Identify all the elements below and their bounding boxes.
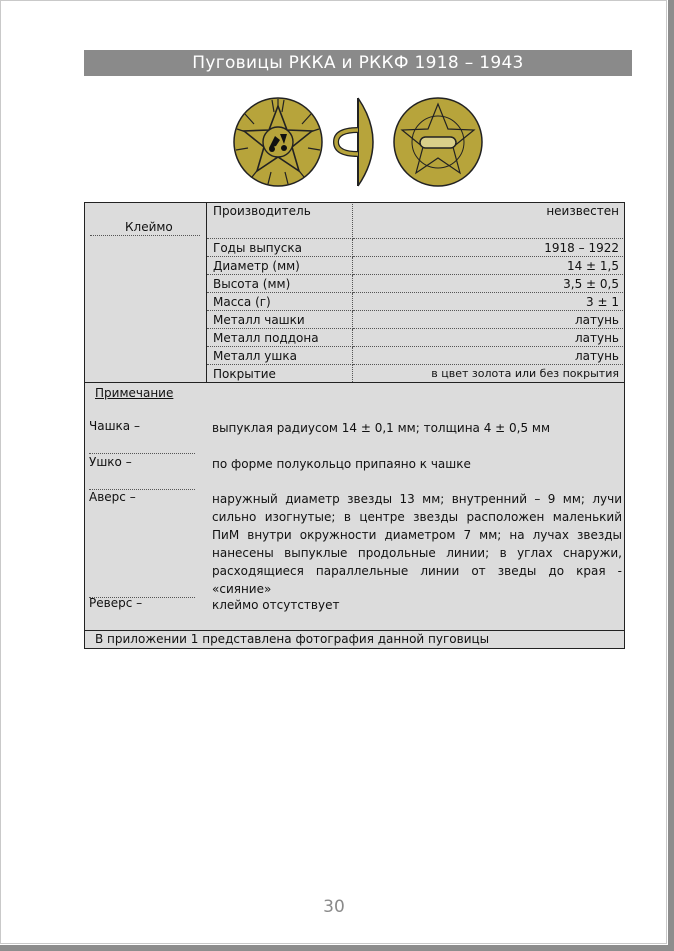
spec-label: Покрытие (207, 365, 353, 383)
page-title: Пуговицы РККА и РККФ 1918 – 1943 (84, 50, 632, 76)
page-number: 30 (323, 897, 345, 917)
note-text: клеймо отсутствует (212, 598, 340, 612)
button-front-star-icon (234, 98, 322, 186)
notes-heading: Примечание (95, 386, 174, 400)
note-label: Реверс – (89, 596, 143, 610)
spec-label: Годы выпуска (207, 239, 353, 257)
appendix-note: В приложении 1 представлена фотография данной пуговицы (84, 630, 625, 649)
button-back-icon (394, 98, 482, 186)
spec-value: неизвестен (353, 202, 626, 239)
spec-label: Металл чашки (207, 311, 353, 329)
spec-label: Производитель (207, 202, 353, 239)
button-side-icon (336, 98, 373, 186)
note-label: Ушко – (89, 455, 195, 490)
spec-label: Высота (мм) (207, 275, 353, 293)
mark-label: Клеймо (90, 220, 200, 236)
spec-label: Металл ушка (207, 347, 353, 365)
spec-value: 14 ± 1,5 (353, 257, 626, 275)
spec-label: Металл поддона (207, 329, 353, 347)
mark-cell (84, 202, 207, 382)
spec-value: в цвет золота или без покрытия (431, 367, 619, 380)
spec-value: латунь (353, 311, 626, 329)
spec-label: Диаметр (мм) (207, 257, 353, 275)
spec-value: латунь (353, 329, 626, 347)
note-label: Чашка – (89, 419, 195, 454)
spec-value: латунь (353, 347, 626, 365)
spec-value: 3 ± 1 (353, 293, 626, 311)
table-row (84, 202, 625, 239)
spec-label: Масса (г) (207, 293, 353, 311)
note-label: Аверс – (89, 490, 195, 598)
spec-value: 1918 – 1922 (353, 239, 626, 257)
note-text: по форме полукольцо припаяно к чашке (212, 457, 471, 471)
note-text: наружный диаметр звезды 13 мм; внутренний – 9 мм; лучи сильно изогнутые; в центре звезды расположен маленький ПиМ внутри окружности диаметром 7 мм; на лучах звезды нанесены выпуклые продольные линии; в углах снаружи, расходящиеся параллельные линии от зведы до края - «сияние» (212, 492, 622, 596)
button-illustration (232, 96, 492, 188)
spec-value: 3,5 ± 0,5 (353, 275, 626, 293)
note-text: выпуклая радиусом 14 ± 0,1 мм; толщина 4 ± 0,5 мм (212, 421, 551, 435)
notes-section (84, 382, 625, 631)
spec-table (84, 202, 625, 382)
